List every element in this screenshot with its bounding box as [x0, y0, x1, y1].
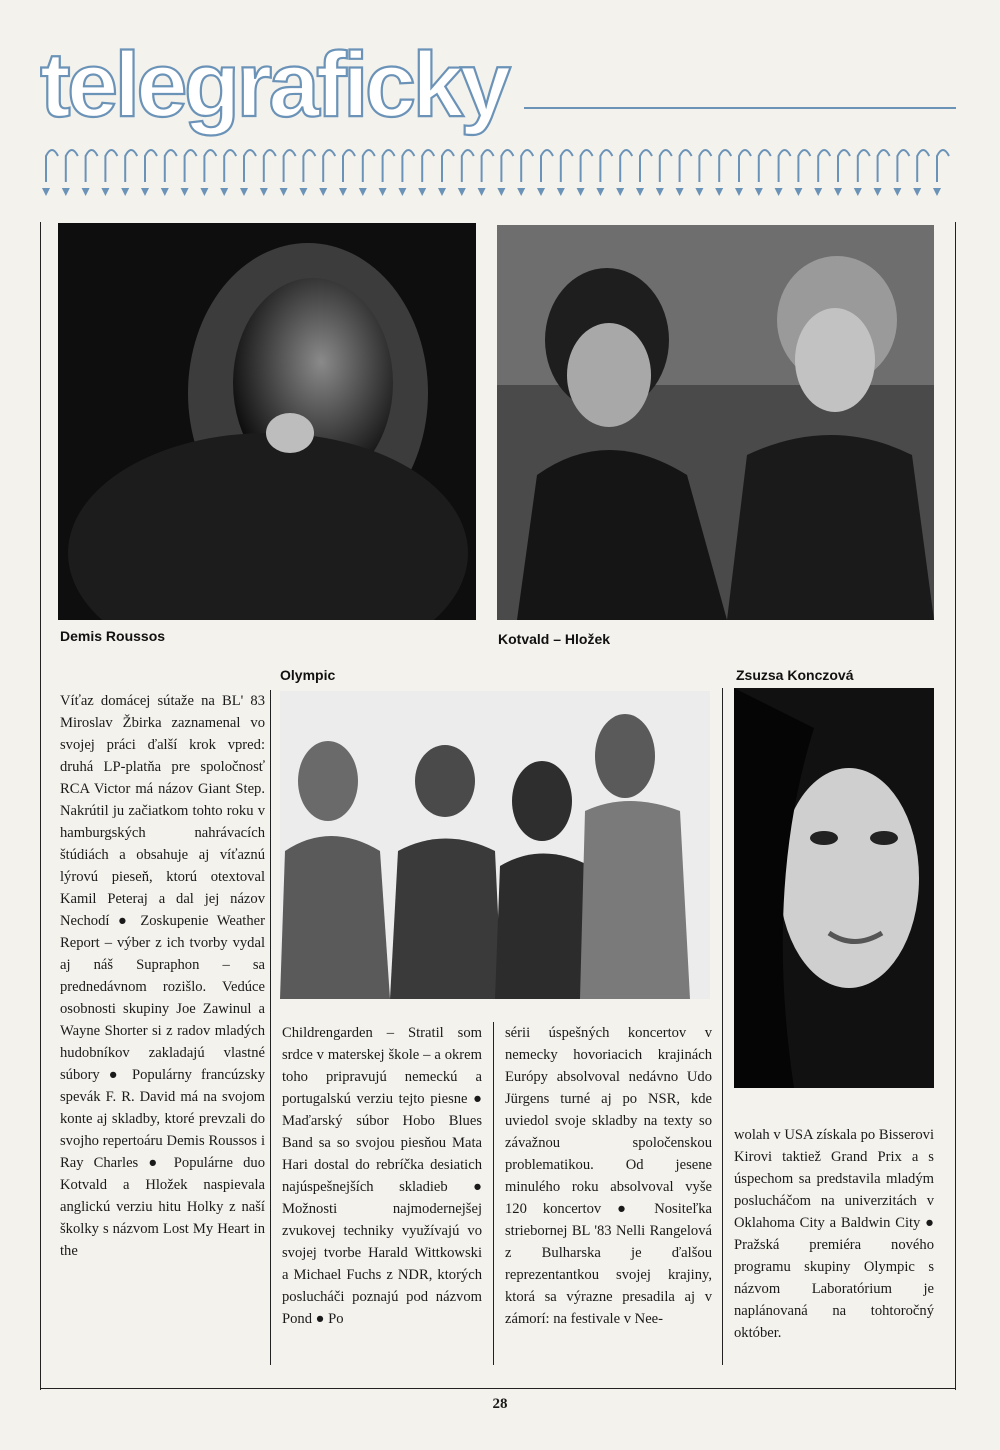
text-column-2: Childrengarden – Stratil som srdce v materskej škole – a okrem toho pripravujú nemeckú a portugalskú verziu tejto piesne ● Maďarský súbor Hobo Blues Band sa so svojou piesňou Mata Hari dostal do rebríčka desiatich najúspešnejších skladieb ● Možnosti najmodernejšej zvukovej techniky využívajú vo svojej tvorbe Harald Wittkowski a Michael Fuchs z NDR, ktorých poslucháči poznajú pod názvom Pond ● Po	[282, 1025, 482, 1327]
frame-right-rule	[955, 222, 956, 1390]
photo-zsuzsa-konczova	[734, 688, 934, 1088]
page-number: 28	[492, 1396, 508, 1412]
text-column-1: Víťaz domácej sútaže na BL' 83 Miroslav Žbirka zaznamenal vo svojej práci ďalší krok vpred: druhá LP-platňa pre spoločnosť RCA Victor má názov Giant Step. Nakrútil ju začiatkom tohto roku v hamburgských nahrávacích štúdiách a obsahuje aj víťaznú lýrovú pieseň, ktorú otextoval Kamil Peteraj a dal jej názov Nechodí ● Zoskupenie Weather Report – výber z ich tvorby vydal aj náš Supraphon – sa prednedávnom rozišlo. Vedúce osobnosti skupiny Joe Zawinul a Wayne Shorter si z radov mladých hudobníkov zakladajú vlastné súbory ● Populárny francúzsky spevák F. R. David má na svojom konte aj skladby, ktoré prevzali do svojho repertoáru Demis Roussos i Ray Charles ● Populárne duo Kotvald a Hložek naspievala anglickú verziu hitu Holky z naší školky s názvom Lost My Heart in the	[60, 693, 265, 1259]
frame-bottom-rule	[40, 1388, 956, 1389]
masthead-title-text: telegraficky	[40, 34, 508, 136]
caption-zsuzsa-konczova: Zsuzsa Konczová	[736, 667, 854, 683]
text-column-4: wolah v USA získala po Bisserovi Kirovi taktiež Grand Prix a s úspechom sa predstavila mladým poslucháčom na univerzitách v Oklahoma City a Baldwin City ● Pražská premiéra nového programu skupiny Olympic s názvom Laboratórium je naplánovaná na tohtoročný október.	[734, 1127, 934, 1341]
column-rule-2	[493, 1022, 494, 1365]
spiral-binding-decoration	[36, 142, 956, 198]
masthead-title	[36, 30, 516, 140]
photo-kotvald-hlozek	[497, 225, 934, 620]
column-rule-3	[722, 688, 723, 1365]
column-rule-1	[270, 690, 271, 1365]
masthead-rule	[524, 107, 956, 109]
photo-demis-roussos	[58, 223, 476, 620]
caption-demis-roussos: Demis Roussos	[60, 628, 166, 644]
frame-left-rule	[40, 222, 41, 1390]
caption-kotvald-hlozek: Kotvald – Hložek	[498, 631, 611, 647]
caption-olympic: Olympic	[280, 667, 336, 683]
photo-olympic	[280, 691, 710, 999]
text-column-3: sérii úspešných koncertov v nemecky hovoriacich krajinách Európy absolvoval nedávno Udo Jürgens turné aj po NSR, kde uviedol svoje skladby na texty so závažnou spoločenskou problematikou. Od jesene minulého roku absolvoval vyše 120 koncertov ● Nositeľka striebornej BL '83 Nelli Rangelová z Bulharska je ďalšou reprezentantkou svojej krajiny, ktorá sa výrazne presadila aj v zámorí: na festivale v Nee-	[505, 1025, 712, 1327]
